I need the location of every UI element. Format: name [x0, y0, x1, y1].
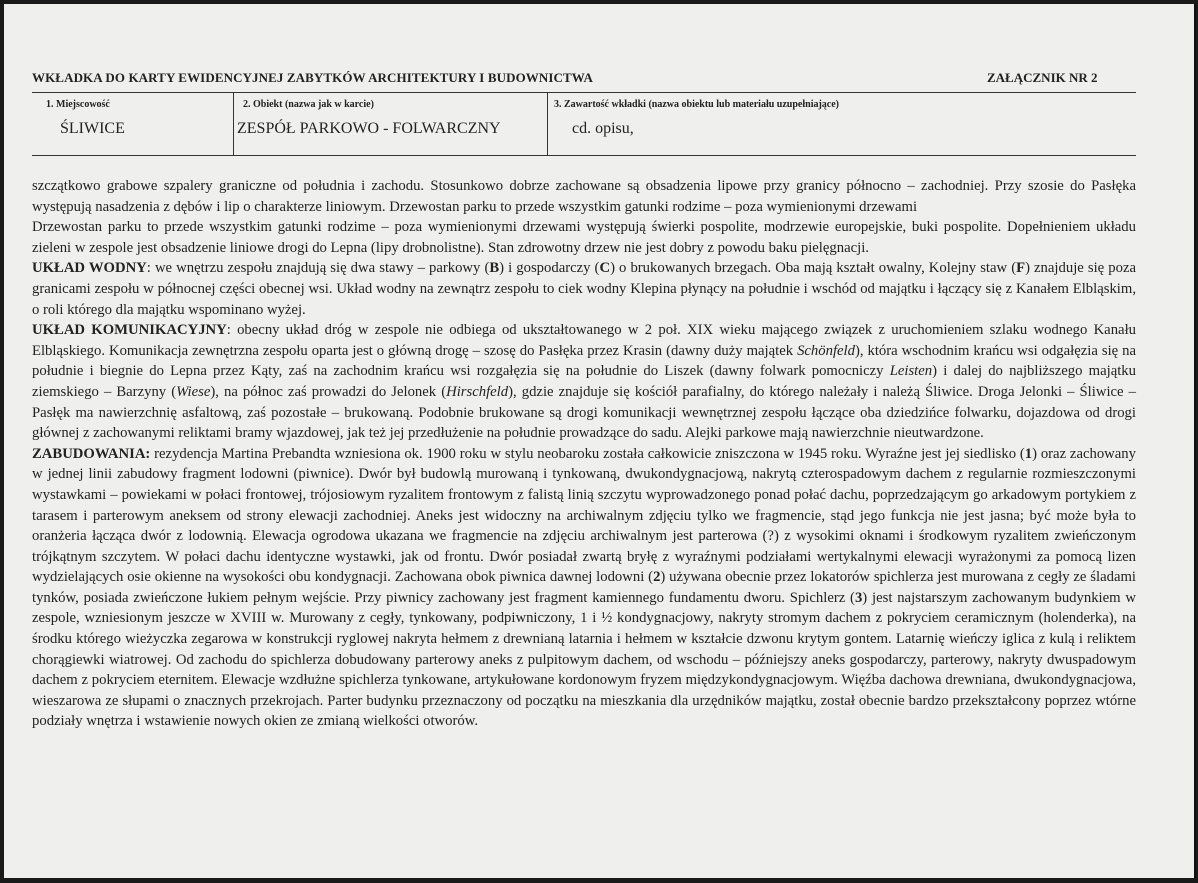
- field-label-object: 2. Obiekt (nazwa jak w karcie): [243, 99, 374, 110]
- field-divider-2: [547, 92, 548, 155]
- field-value-insert-contents: cd. opisu,: [572, 120, 634, 137]
- field-value-object: ZESPÓŁ PARKOWO - FOLWARCZNY: [237, 120, 501, 137]
- field-divider-1: [233, 92, 234, 155]
- annex-label: ZAŁĄCZNIK NR 2: [987, 70, 1098, 85]
- heading-buildings: ZABUDOWANIA:: [32, 445, 151, 462]
- paragraph-greenery-1: szczątkowo grabowe szpalery graniczne od południa i zachodu. Stosunkowo dobrze zachowane są obsadzenia lipowe przy granicy północno – zachodniej. Przy szosie do Pasłęka występują nasadzenia z dębów i lip o charakterze liniowym. Drzewostan parku to przede wszystkim gatunki rodzime – poza wymienionymi drzewami: [32, 178, 1136, 215]
- heading-communication: UKŁAD KOMUNIKACYJNY: [32, 322, 227, 339]
- description-body: [32, 176, 1136, 732]
- field-label-locality: 1. Miejscowość: [46, 99, 110, 110]
- paragraph-water-system: UKŁAD WODNY: we wnętrzu zespołu znajdują się dwa stawy – parkowy (B) i gospodarczy (C) o brukowanych brzegach. Oba mają kształt owalny, Kolejny staw (F) znajduje się poza granicami zespołu w północnej części obecnej wsi. Układ wodny na zewnątrz zespołu to ciek wodny Klepina płynący na południe i wschód od majątku i łączący się z Kanałem Elbląskim, o roli którego dla majątku wspominano wyżej.: [32, 260, 1136, 318]
- paragraph-communication: UKŁAD KOMUNIKACYJNY: obecny układ dróg w zespole nie odbiega od ukształtowanego w 2 poł. XIX wieku mającego związek z uruchomieniem szlaku wodnego Kanału Elbląskiego. Komunikacja zewnętrzna zespołu oparta jest o główną drogę – szosę do Pasłęka przez Krasin (dawny duży majątek Schönfeld), która wschodnim krańcu wsi odgałęzia się na południe i biegnie do Lepna przez Kąty, zaś na zachodnim krańcu wsi rozgałęzia się na południe do Liszek (dawny folwark pomocniczy Leisten) i dalej do najbliższego majątku ziemskiego – Barzyny (Wiese), na północ zaś prowadzi do Jelonek (Hirschfeld), gdzie znajduje się kościół parafialny, do którego należały i należą Śliwice. Droga Jelonki – Śliwice – Pasłęk ma nawierzchnię asfaltową, zaś pozostałe – brukowaną. Podobnie brukowane są drogi komunikacji wewnętrznej zespołu łączące oba dziedzińce folwarku, dojazdowa od drogi głównej z zachowanymi reliktami bramy wjazdowej, jak też jej przedłużenie na południe prowadzące do sadu. Alejki parkowe mają nawierzchnie nieutwardzone.: [32, 322, 1136, 442]
- paragraph-buildings: ZABUDOWANIA: rezydencja Martina Prebandta wzniesiona ok. 1900 roku w stylu neobaroku została całkowicie zniszczona w 1945 roku. Wyraźne jest jej siedlisko (1) oraz zachowany w jednej linii zabudowy fragment lodowni (piwnice). Dwór był budowlą murowaną i tynkowaną, dwukondygnacjową, nakrytą czterospadowym dachem z regularnie rozmieszczonymi wystawkami – powiekami w połaci frontowej, trójosiowym ryzalitem frontowym z falistą linią szczytu wyprowadzonego ponad połać dachu, poprzedzającym go arkadowym portykiem z tarasem i parterowym aneksem od strony elewacji zachodniej. Aneks jest widoczny na archiwalnym zdjęciu tylko we fragmencie, stąd jego funkcja nie jest jasna; być może była to oranżeria łącząca dwór z lodownią. Elewacja ogrodowa ukazana we fragmencie na zdjęciu archiwalnym jest parterowa (?) z wysokimi oknami i środkowym ryzalitem zwieńczonym trójkątnym szczytem. W połaci dachu identyczne wystawki, jak od frontu. Dwór posiadał zwartą bryłę z wyraźnymi podziałami wertykalnymi elewacji wyrażonymi za pomocą lizen wydzielających osie okienne na wysokości obu kondygnacji. Zachowana obok piwnica dawnej lodowni (2) używana obecnie przez lokatorów spichlerza jest murowana z cegły ze śladami tynków, posiada zwieńczone łukiem pełnym wejście. Przy piwnicy zachowany jest fragment kamiennego fundamentu dworu. Spichlerz (3) jest najstarszym zachowanym budynkiem w zespole, wzniesionym jeszcze w XVIII w. Murowany z cegły, tynkowany, podpiwniczony, 1 i ½ kondygnacjowy, nakryty stromym dachem z pokryciem ceramicznym (holenderka), na środku którego wieżyczka zegarowa w konstrukcji ryglowej nakryta hełmem z drewnianą latarnia i hełmem w kształcie dzwonu krytym gontem. Latarnię wieńczy iglica z kulą i reliktem chorągiewki wiatrowej. Od zachodu do spichlerza dobudowany parterowy aneks z pulpitowym dachem, od wschodu – późniejszy aneks gospodarczy, parterowy, nakryty dwuspadowym dachem z pokryciem eternitem. Elewacje wzdłużne spichlerza tynkowane, artykułowane kordonowym fryzem międzykondygnacjowym. Więźba dachowa drewniana, dwukondygnacjowa, wieszarowa ze słupami o znacznych przekrojach. Parter budynku przeznaczony od początku na mieszkania dla urzędników majątku, został obecnie bardzo przekształcony poprzez wtórne podziały wnętrza i wstawienie nowych okien ze zmianą wielkości otworów.: [32, 445, 1136, 730]
- header-top-rule: [32, 92, 1136, 93]
- paragraph-greenery-2: Drzewostan parku to przede wszystkim gatunki rodzime – poza wymienionymi drzewami występują świerki pospolite, modrzewie europejskie, buki pospolite. Dopełnieniem układu zieleni w zespole jest obsadzenie liniowe drogi do Lepna (lipy drobnolistne). Stan zdrowotny drzew nie jest dobry z powodu baku pielęgnacji.: [32, 219, 1136, 256]
- heading-water-system: UKŁAD WODNY: [32, 260, 147, 277]
- field-value-locality: ŚLIWICE: [60, 120, 125, 137]
- field-label-insert-contents: 3. Zawartość wkładki (nazwa obiektu lub materiału uzupełniające): [554, 99, 840, 110]
- document-sheet: [4, 4, 1196, 878]
- form-title: WKŁADKA DO KARTY EWIDENCYJNEJ ZABYTKÓW ARCHITEKTURY I BUDOWNICTWA: [32, 70, 593, 85]
- header-bottom-rule: [32, 155, 1136, 156]
